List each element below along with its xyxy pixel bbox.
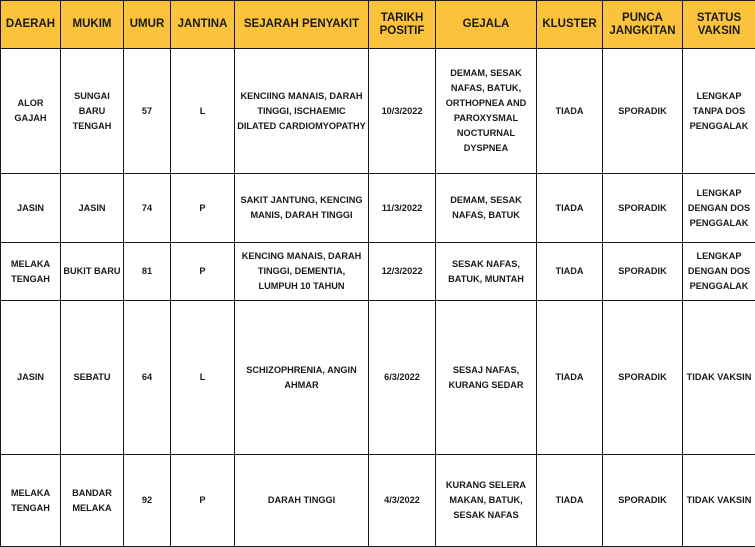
cell-tarikh-positif: 11/3/2022 [369, 174, 436, 243]
cell-punca-jangkitan: SPORADIK [603, 455, 683, 547]
header-jantina: JANTINA [171, 1, 235, 49]
cell-jantina: P [171, 174, 235, 243]
cell-mukim: JASIN [61, 174, 124, 243]
cell-punca-jangkitan: SPORADIK [603, 243, 683, 301]
cell-mukim: BUKIT BARU [61, 243, 124, 301]
table-row [1, 174, 755, 243]
cell-gejala: DEMAM, SESAK NAFAS, BATUK [436, 174, 537, 243]
cell-kluster: TIADA [537, 174, 603, 243]
cell-gejala: DEMAM, SESAK NAFAS, BATUK, ORTHOPNEA AND PAROXYSMAL NOCTURNAL DYSPNEA [436, 49, 537, 174]
table-row [1, 49, 755, 174]
cell-sejarah-penyakit: SAKIT JANTUNG, KENCING MANIS, DARAH TINGGI [235, 174, 369, 243]
cell-status-vaksin: LENGKAP DENGAN DOS PENGGALAK [683, 243, 755, 301]
cell-punca-jangkitan: SPORADIK [603, 174, 683, 243]
cell-mukim: BANDAR MELAKA [61, 455, 124, 547]
cell-daerah: MELAKA TENGAH [1, 243, 61, 301]
cell-status-vaksin: TIDAK VAKSIN [683, 455, 755, 547]
cell-jantina: P [171, 243, 235, 301]
header-daerah: DAERAH [1, 1, 61, 49]
header-mukim: MUKIM [61, 1, 124, 49]
cell-mukim: SEBATU [61, 301, 124, 455]
cell-jantina: P [171, 455, 235, 547]
header-kluster: KLUSTER [537, 1, 603, 49]
cell-gejala: SESAJ NAFAS, KURANG SEDAR [436, 301, 537, 455]
cell-kluster: TIADA [537, 49, 603, 174]
cell-sejarah-penyakit: SCHIZOPHRENIA, ANGIN AHMAR [235, 301, 369, 455]
cell-tarikh-positif: 10/3/2022 [369, 49, 436, 174]
cell-sejarah-penyakit: KENCIING MANAIS, DARAH TINGGI, ISCHAEMIC DILATED CARDIOMYOPATHY [235, 49, 369, 174]
cell-umur: 74 [124, 174, 171, 243]
cell-jantina: L [171, 301, 235, 455]
cell-umur: 92 [124, 455, 171, 547]
cell-umur: 81 [124, 243, 171, 301]
header-punca-jangkitan: PUNCA JANGKITAN [603, 1, 683, 49]
header-gejala: GEJALA [436, 1, 537, 49]
header-status-vaksin: STATUS VAKSIN [683, 1, 755, 49]
cell-daerah: MELAKA TENGAH [1, 455, 61, 547]
table-row [1, 301, 755, 455]
cell-mukim: SUNGAI BARU TENGAH [61, 49, 124, 174]
cell-tarikh-positif: 6/3/2022 [369, 301, 436, 455]
cell-kluster: TIADA [537, 243, 603, 301]
cell-umur: 64 [124, 301, 171, 455]
cell-daerah: JASIN [1, 174, 61, 243]
header-row [1, 1, 755, 49]
cell-tarikh-positif: 4/3/2022 [369, 455, 436, 547]
header-sejarah-penyakit: SEJARAH PENYAKIT [235, 1, 369, 49]
cell-status-vaksin: LENGKAP TANPA DOS PENGGALAK [683, 49, 755, 174]
cell-sejarah-penyakit: DARAH TINGGI [235, 455, 369, 547]
cell-daerah: JASIN [1, 301, 61, 455]
cell-gejala: SESAK NAFAS, BATUK, MUNTAH [436, 243, 537, 301]
cell-jantina: L [171, 49, 235, 174]
cell-kluster: TIADA [537, 455, 603, 547]
cell-umur: 57 [124, 49, 171, 174]
cell-tarikh-positif: 12/3/2022 [369, 243, 436, 301]
cell-punca-jangkitan: SPORADIK [603, 49, 683, 174]
cell-daerah: ALOR GAJAH [1, 49, 61, 174]
header-umur: UMUR [124, 1, 171, 49]
cell-status-vaksin: LENGKAP DENGAN DOS PENGGALAK [683, 174, 755, 243]
table-row [1, 455, 755, 547]
header-tarikh-positif: TARIKH POSITIF [369, 1, 436, 49]
cell-gejala: KURANG SELERA MAKAN, BATUK, SESAK NAFAS [436, 455, 537, 547]
table-row [1, 243, 755, 301]
cell-sejarah-penyakit: KENCING MANAIS, DARAH TINGGI, DEMENTIA, LUMPUH 10 TAHUN [235, 243, 369, 301]
cell-punca-jangkitan: SPORADIK [603, 301, 683, 455]
cell-status-vaksin: TIDAK VAKSIN [683, 301, 755, 455]
cell-kluster: TIADA [537, 301, 603, 455]
